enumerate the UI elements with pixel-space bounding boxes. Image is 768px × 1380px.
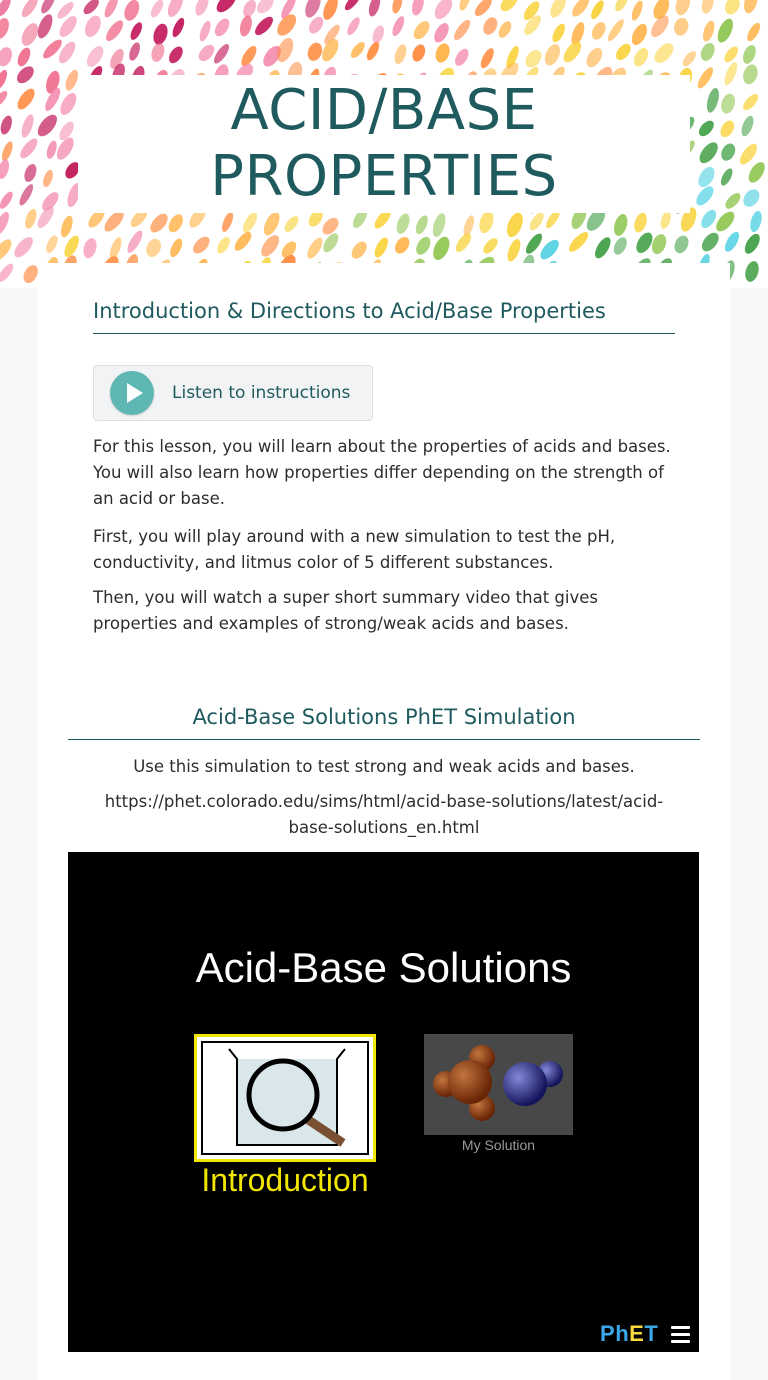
page-title-line-1: ACID/BASE <box>230 78 538 143</box>
page-title-line-2: PROPERTIES <box>210 144 558 209</box>
simulation-url-line-1[interactable]: https://phet.colorado.edu/sims/html/acid-base-solutions/latest/acid- <box>104 792 664 811</box>
magnifier-beaker-icon <box>203 1043 371 1157</box>
sim-screen-my-solution-label[interactable]: My Solution <box>461 1137 536 1153</box>
intro-heading: Introduction & Directions to Acid/Base Properties <box>93 299 675 334</box>
simulation-description: Use this simulation to test strong and weak acids and bases. <box>133 757 635 776</box>
listen-instructions-label: Listen to instructions <box>172 383 351 403</box>
page-title <box>78 75 690 213</box>
sim-screen-introduction[interactable] <box>194 1034 376 1162</box>
phet-logo-t: T <box>644 1321 659 1346</box>
intro-paragraph-1: For this lesson, you will learn about the properties of acids and bases. You will also learn how properties differ depending on the strength of an acid or base. <box>93 437 671 508</box>
listen-instructions-button[interactable] <box>93 365 373 421</box>
play-icon[interactable] <box>110 371 154 415</box>
phet-simulation-embed[interactable] <box>68 852 699 1352</box>
simulation-heading: Acid-Base Solutions PhET Simulation <box>68 705 700 740</box>
phet-logo-e: E <box>629 1321 645 1346</box>
phet-logo-p: P <box>600 1321 616 1346</box>
hamburger-menu-icon[interactable] <box>671 1326 690 1344</box>
header-banner <box>0 0 768 288</box>
intro-paragraph-2: First, you will play around with a new simulation to test the pH, conductivity, and litmus color of 5 different substances. <box>93 527 616 572</box>
sim-screen-introduction-label[interactable]: Introduction <box>201 1162 369 1198</box>
phet-logo-h: h <box>615 1321 630 1346</box>
sim-title: Acid-Base Solutions <box>195 944 572 991</box>
phet-logo[interactable] <box>600 1322 658 1346</box>
content-card <box>38 263 730 1380</box>
simulation-url-line-2[interactable]: base-solutions_en.html <box>288 818 480 837</box>
molecule-icon <box>424 1034 573 1135</box>
intro-paragraph-3: Then, you will watch a super short summary video that gives properties and examples of strong/weak acids and bases. <box>93 588 598 633</box>
sim-screen-my-solution[interactable] <box>424 1034 573 1135</box>
